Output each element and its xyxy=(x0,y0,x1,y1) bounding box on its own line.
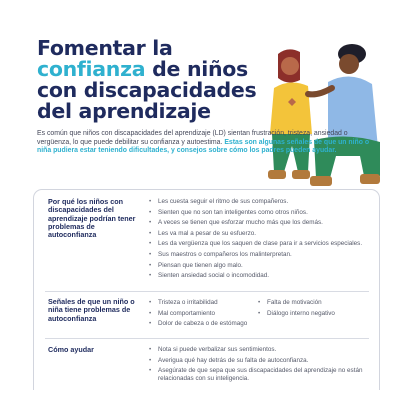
help-list xyxy=(149,346,364,382)
signs-list-col-1 xyxy=(149,299,249,328)
list-item: • Dolor de cabeza o de estómago xyxy=(149,320,249,328)
list-item: • Piensan que tienen algo malo. xyxy=(149,262,364,270)
parent-child-illustration xyxy=(262,44,382,194)
section-heading-signs: Señales de que un niño o niña tiene problemas de autoconfianza xyxy=(48,297,135,323)
title-part-1: Fomentar la xyxy=(37,36,173,60)
list-item: • Les da vergüenza que los saquen de clase para ir a servicios especiales. xyxy=(149,240,364,248)
list-item: • Asegúrate de que sepa que sus discapacidades del aprendizaje no están relacionadas con su inteligencia. xyxy=(149,367,364,382)
list-item: • Sus maestros o compañeros los malinterpretan. xyxy=(149,251,364,259)
section-divider xyxy=(45,291,369,292)
section-divider xyxy=(45,338,369,339)
title-accent: confianza xyxy=(37,57,146,81)
list-item: • Sienten que no son tan inteligentes como otros niños. xyxy=(149,209,364,217)
list-item: • Falta de motivación xyxy=(258,299,364,307)
list-item: • Mal comportamiento xyxy=(149,310,249,318)
intro-highlight: Estas son algunas señales de que un niño o niña pudiera estar teniendo dificultades, y consejos sobre cómo los padres pueden ayudar. xyxy=(37,138,370,155)
page-title xyxy=(37,38,267,122)
title-part-2: de niños con discapacidades del aprendizaje xyxy=(37,57,257,123)
why-list xyxy=(149,198,364,280)
list-item: • Sienten ansiedad social o incomodidad. xyxy=(149,272,364,280)
signs-list-col-2 xyxy=(258,299,364,317)
section-heading-help: Cómo ayudar xyxy=(48,345,94,354)
intro-paragraph xyxy=(37,130,370,156)
list-item: • Nota si puede verbalizar sus sentimientos. xyxy=(149,346,364,354)
list-item: • Averigua qué hay detrás de su falta de autoconfianza. xyxy=(149,357,364,365)
list-item: • Diálogo interno negativo xyxy=(258,310,364,318)
list-item: • Tristeza o irritabilidad xyxy=(149,299,249,307)
list-item: • Les va mal a pesar de su esfuerzo. xyxy=(149,230,364,238)
intro-text: Es común que niños con discapacidades del aprendizaje (LD) sientan frustración, tristeza, ansiedad o vergüenza, lo que puede debilitar su confianza y autoestima. xyxy=(37,130,348,146)
section-heading-why: Por qué los niños con discapacidades del aprendizaje podrían tener problemas de autoconfianza xyxy=(48,197,136,240)
list-item: • Les cuesta seguir el ritmo de sus compañeros. xyxy=(149,198,364,206)
list-item: • A veces se tienen que esforzar mucho más que los demás. xyxy=(149,219,364,227)
